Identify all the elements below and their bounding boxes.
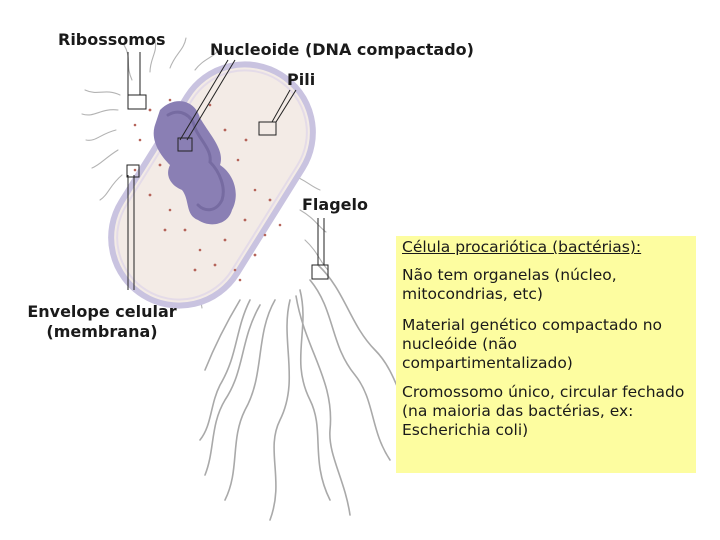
label-envelope-line2: (membrana) [46,322,158,341]
label-envelope [12,302,192,342]
info-item-chromosome: Cromossomo único, circular fechado (na maioria das bactérias, ex: Escherichia coli) [402,383,685,439]
label-pili: Pili [287,70,316,89]
flagella [200,265,415,520]
info-item-organelles: Não tem organelas (núcleo, mitocondrias, etc) [402,266,617,303]
info-box [396,236,696,473]
label-flagelo: Flagelo [302,195,368,214]
label-envelope-line1: Envelope celular [27,302,177,321]
info-box-title: Célula procariótica (bactérias): [402,238,642,256]
info-item-genetic-material: Material genético compactado no nucleóide (não compartimentalizado) [402,316,663,372]
label-nucleoide: Nucleoide (DNA compactado) [210,40,474,59]
label-ribossomos: Ribossomos [58,30,166,49]
